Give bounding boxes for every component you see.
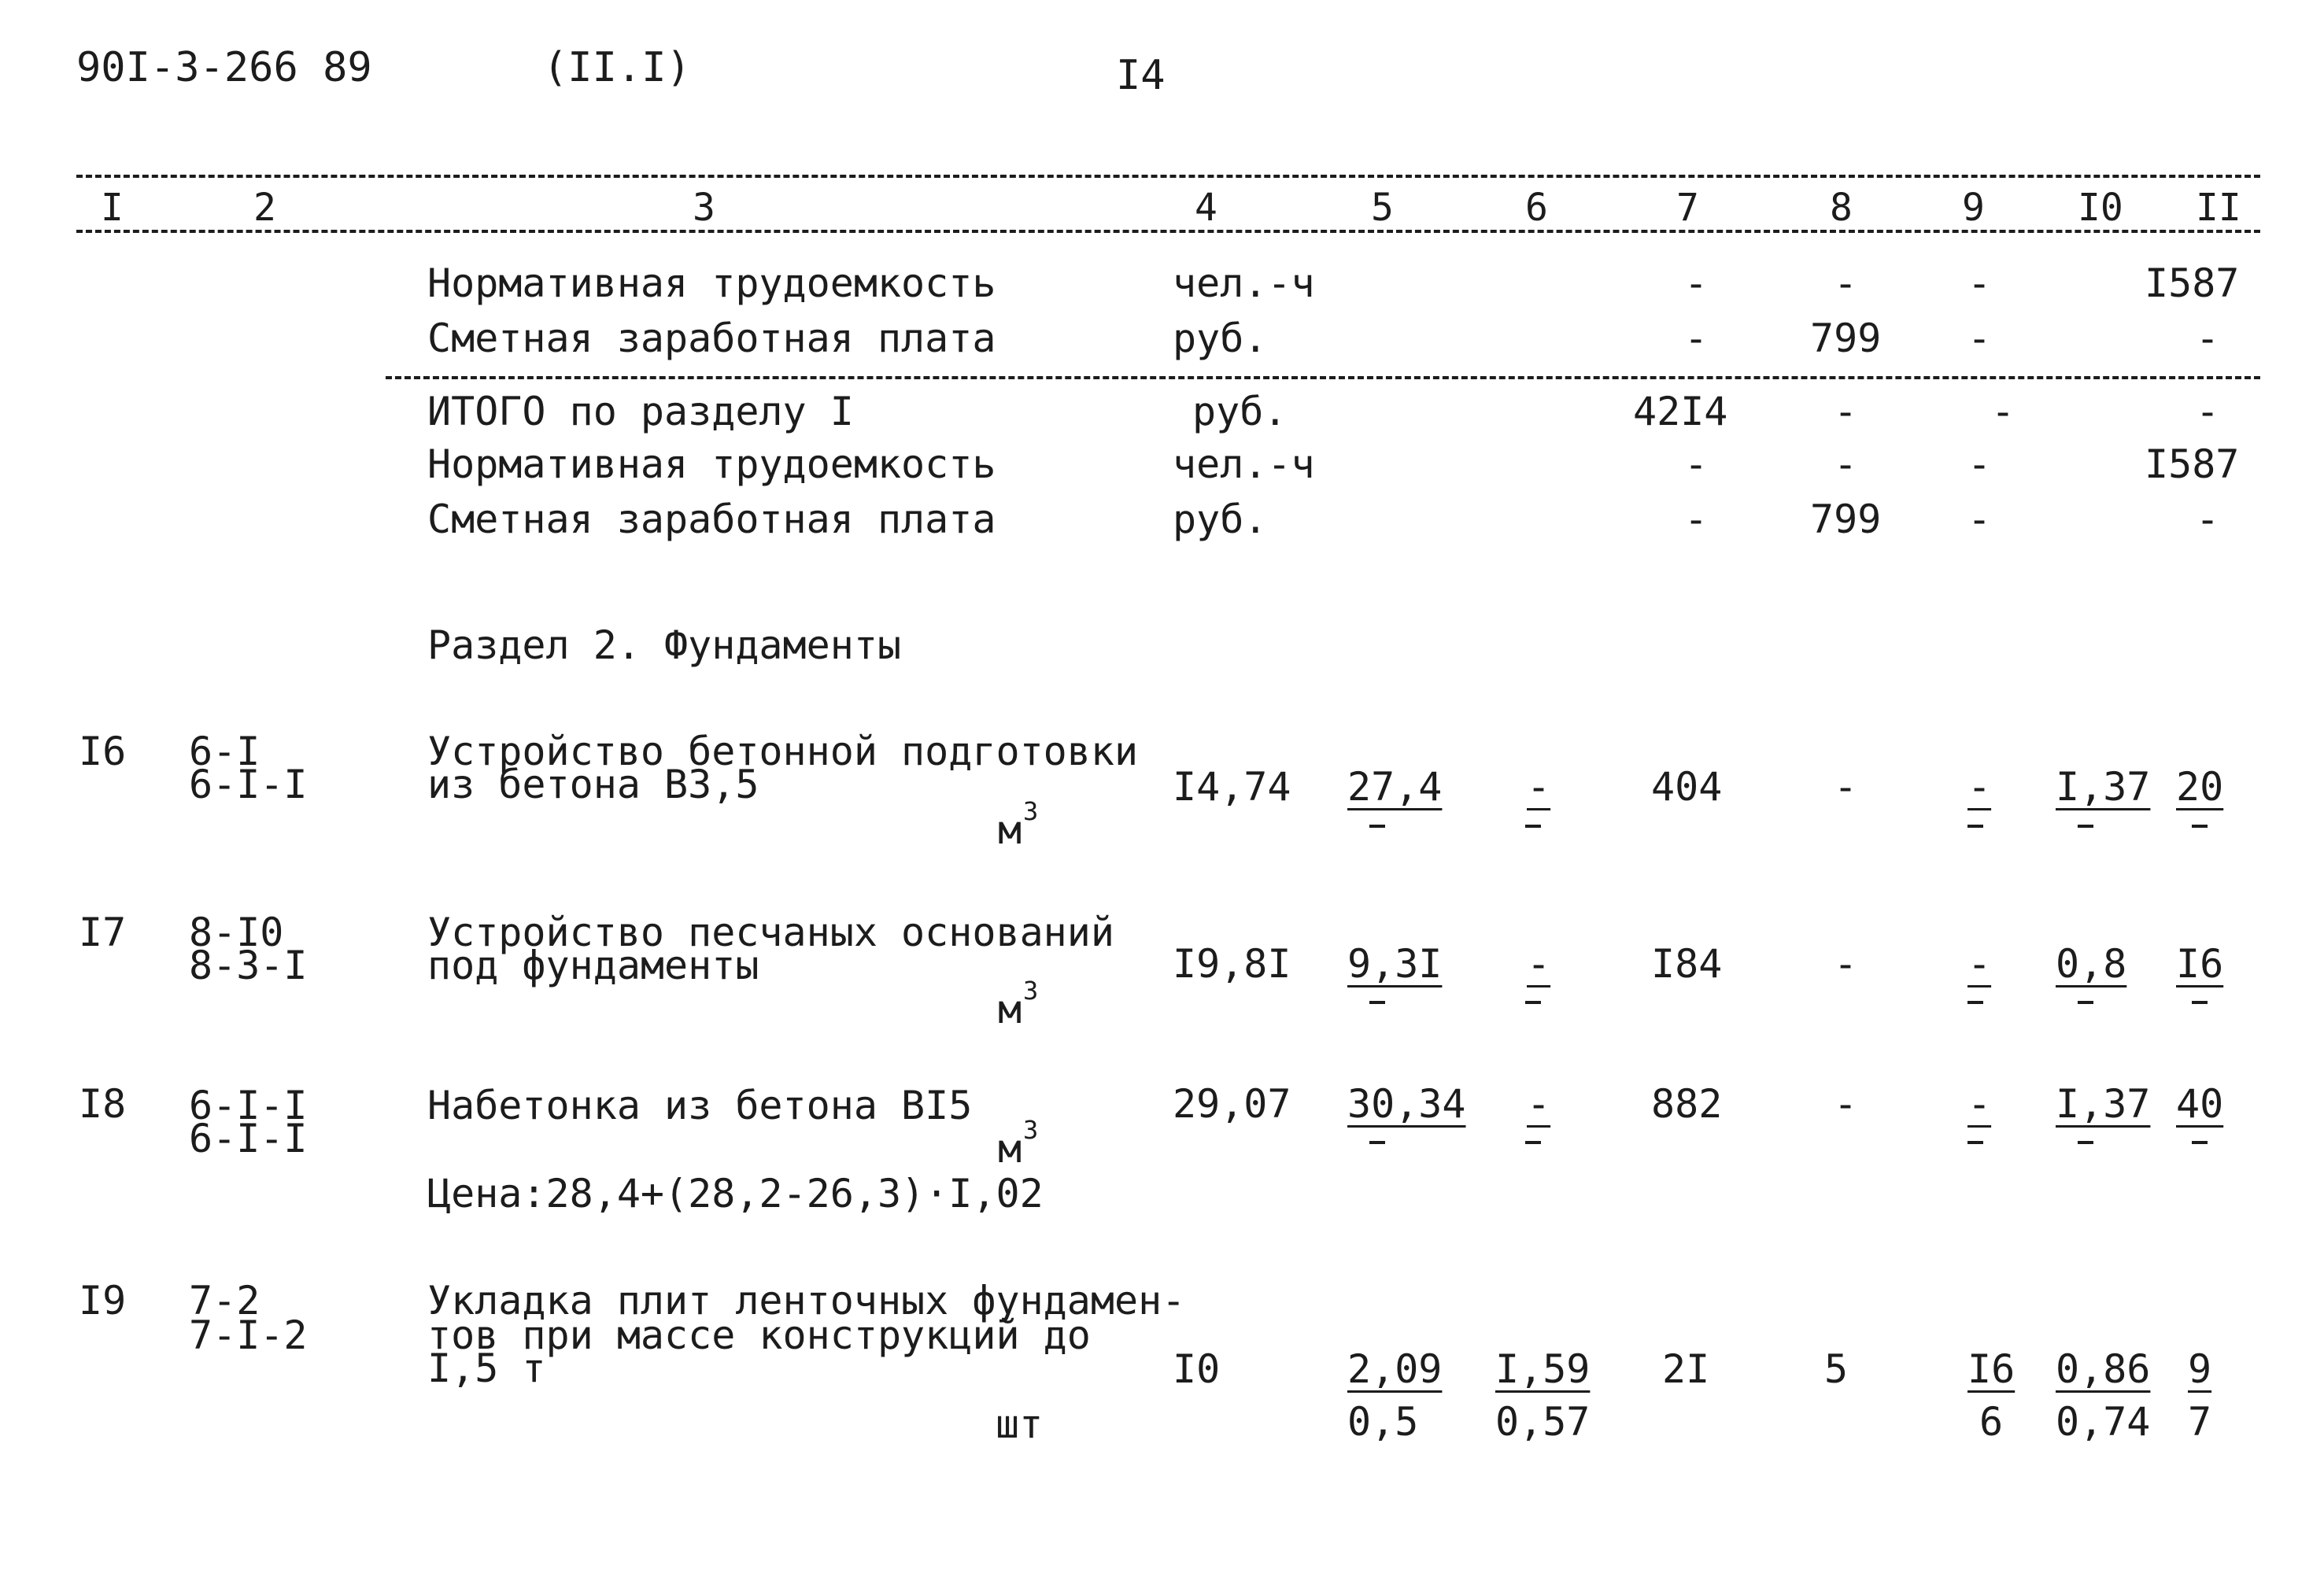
row-name: Сметная заработная плата <box>427 497 996 542</box>
item-number: I9 <box>79 1278 127 1323</box>
item-col9-secondary: 6 <box>1979 1399 2004 1445</box>
item-col6: - <box>1527 764 1551 810</box>
column-header-4: 4 <box>1195 186 1217 230</box>
document-code: 90I-3-266 89 <box>76 44 372 91</box>
item-number: I7 <box>79 910 127 955</box>
row-col8: - <box>1834 389 1858 434</box>
item-col11-dash <box>2192 1001 2208 1004</box>
row-name: ИТОГО по разделу I <box>427 389 854 434</box>
row-col7: - <box>1684 497 1709 542</box>
header-bottom-rule <box>76 230 2260 233</box>
column-header-1: I <box>101 186 124 230</box>
item-col7: 882 <box>1651 1081 1723 1127</box>
row-col7: - <box>1684 316 1709 361</box>
item-code-secondary: 8-3-I <box>189 943 308 988</box>
item-code-secondary: 6-I-I <box>189 762 308 807</box>
item-col10-dash <box>2078 1141 2093 1144</box>
column-header-7: 7 <box>1676 186 1699 230</box>
item-code-primary: 6-I <box>189 729 260 774</box>
item-description: под фундаменты <box>427 943 759 988</box>
item-col8: - <box>1834 941 1858 987</box>
column-header-11: II <box>2196 186 2241 230</box>
column-header-5: 5 <box>1371 186 1394 230</box>
item-col5-secondary: 0,5 <box>1347 1399 1419 1445</box>
item-col6-dash <box>1525 1141 1541 1144</box>
item-col10: I,37 <box>2056 764 2151 810</box>
item-col5: 9,3I <box>1347 941 1443 987</box>
row-col11: - <box>2196 389 2220 434</box>
row-col9: - <box>1967 316 1992 361</box>
item-col5-dash <box>1369 825 1385 828</box>
column-header-8: 8 <box>1830 186 1853 230</box>
item-col9: I6 <box>1967 1346 2015 1392</box>
row-unit: руб. <box>1173 497 1268 542</box>
item-col6-secondary: 0,57 <box>1495 1399 1591 1445</box>
row-col8: 799 <box>1810 497 1882 542</box>
item-col11-dash <box>2192 1141 2208 1144</box>
header-top-rule <box>76 175 2260 178</box>
item-quantity: I9,8I <box>1173 941 1291 987</box>
item-col9-dash <box>1967 825 1983 828</box>
item-col9-dash <box>1967 1001 1983 1004</box>
section-code: (II.I) <box>543 44 691 91</box>
item-col9: - <box>1967 941 1992 987</box>
item-col7: 404 <box>1651 764 1723 810</box>
item-description: тов при массе конструкций до <box>427 1312 1091 1358</box>
item-col8: 5 <box>1824 1346 1849 1392</box>
item-col11: 9 <box>2188 1346 2212 1392</box>
column-header-6: 6 <box>1525 186 1548 230</box>
page-number: I4 <box>1116 52 1166 99</box>
item-col10: 0,8 <box>2056 941 2127 987</box>
item-number: I8 <box>79 1081 127 1127</box>
item-col11: 20 <box>2176 764 2224 810</box>
item-unit-superscript: 3 <box>1023 796 1039 826</box>
item-col10: 0,86 <box>2056 1346 2151 1392</box>
row-col11: - <box>2196 497 2220 542</box>
section-total-rule <box>386 376 2260 379</box>
item-code-primary: 8-I0 <box>189 910 284 955</box>
item-col10: I,37 <box>2056 1081 2151 1127</box>
item-col8: - <box>1834 764 1858 810</box>
item-unit-superscript: 3 <box>1023 1115 1039 1145</box>
item-code-secondary: 6-I-I <box>189 1116 308 1161</box>
row-col9: - <box>1991 389 2015 434</box>
row-col8: 799 <box>1810 316 1882 361</box>
row-col8: - <box>1834 441 1858 487</box>
item-col9-dash <box>1967 1141 1983 1144</box>
item-unit: м <box>998 1126 1022 1172</box>
row-unit: чел.-ч <box>1173 260 1315 306</box>
item-col11: 40 <box>2176 1081 2224 1127</box>
row-unit: руб. <box>1173 316 1268 361</box>
item-unit: м <box>998 987 1022 1032</box>
item-col5: 30,34 <box>1347 1081 1466 1127</box>
column-header-2: 2 <box>253 186 276 230</box>
item-col5: 2,09 <box>1347 1346 1443 1392</box>
row-col7: 42I4 <box>1633 389 1728 434</box>
item-col11-secondary: 7 <box>2188 1399 2212 1445</box>
item-code-secondary: 7-I-2 <box>189 1312 308 1358</box>
item-quantity: 29,07 <box>1173 1081 1291 1127</box>
row-col7: - <box>1684 260 1709 306</box>
item-col7: I84 <box>1651 941 1723 987</box>
item-description: Набетонка из бетона ВI5 <box>427 1083 973 1128</box>
item-col6-dash <box>1525 825 1541 828</box>
row-name: Сметная заработная плата <box>427 316 996 361</box>
item-description: Устройство песчаных оснований <box>427 910 1114 955</box>
row-col11: - <box>2196 316 2220 361</box>
item-description: I,5 т <box>427 1346 546 1391</box>
item-col11-dash <box>2192 825 2208 828</box>
item-col6: - <box>1527 1081 1551 1127</box>
column-header-9: 9 <box>1962 186 1985 230</box>
item-col10-dash <box>2078 1001 2093 1004</box>
column-header-10: I0 <box>2078 186 2123 230</box>
item-col6-dash <box>1525 1001 1541 1004</box>
column-header-3: 3 <box>693 186 715 230</box>
item-col10-dash <box>2078 825 2093 828</box>
item-unit: шт <box>996 1401 1044 1447</box>
item-col5-dash <box>1369 1141 1385 1144</box>
row-col9: - <box>1967 497 1992 542</box>
item-description: Укладка плит ленточных фундамен- <box>427 1278 1186 1323</box>
item-description: из бетона В3,5 <box>427 762 759 807</box>
item-col11: I6 <box>2176 941 2224 987</box>
row-col8: - <box>1834 260 1858 306</box>
item-col9: - <box>1967 764 1992 810</box>
row-col9: - <box>1967 260 1992 306</box>
item-description: Устройство бетонной подготовки <box>427 729 1139 774</box>
item-code-primary: 6-I-I <box>189 1083 308 1128</box>
row-unit: руб. <box>1192 389 1288 434</box>
row-col11: I587 <box>2145 260 2240 306</box>
item-col9: - <box>1967 1081 1992 1127</box>
item-col6: I,59 <box>1495 1346 1591 1392</box>
item-col5-dash <box>1369 1001 1385 1004</box>
row-col9: - <box>1967 441 1992 487</box>
item-col5: 27,4 <box>1347 764 1443 810</box>
item-col6: - <box>1527 941 1551 987</box>
item-unit: м <box>998 807 1022 853</box>
row-name: Нормативная трудоемкость <box>427 441 996 487</box>
price-note: Цена:28,4+(28,2-26,3)·I,02 <box>427 1171 1044 1216</box>
item-unit-superscript: 3 <box>1023 976 1039 1006</box>
item-col10-secondary: 0,74 <box>2056 1399 2151 1445</box>
row-name: Нормативная трудоемкость <box>427 260 996 306</box>
item-col7: 2I <box>1662 1346 1710 1392</box>
item-number: I6 <box>79 729 127 774</box>
item-quantity: I0 <box>1173 1346 1221 1392</box>
item-code-primary: 7-2 <box>189 1278 260 1323</box>
section-title: Раздел 2. Фундаменты <box>427 622 902 668</box>
row-unit: чел.-ч <box>1173 441 1315 487</box>
row-col11: I587 <box>2145 441 2240 487</box>
item-quantity: I4,74 <box>1173 764 1291 810</box>
row-col7: - <box>1684 441 1709 487</box>
item-col8: - <box>1834 1081 1858 1127</box>
